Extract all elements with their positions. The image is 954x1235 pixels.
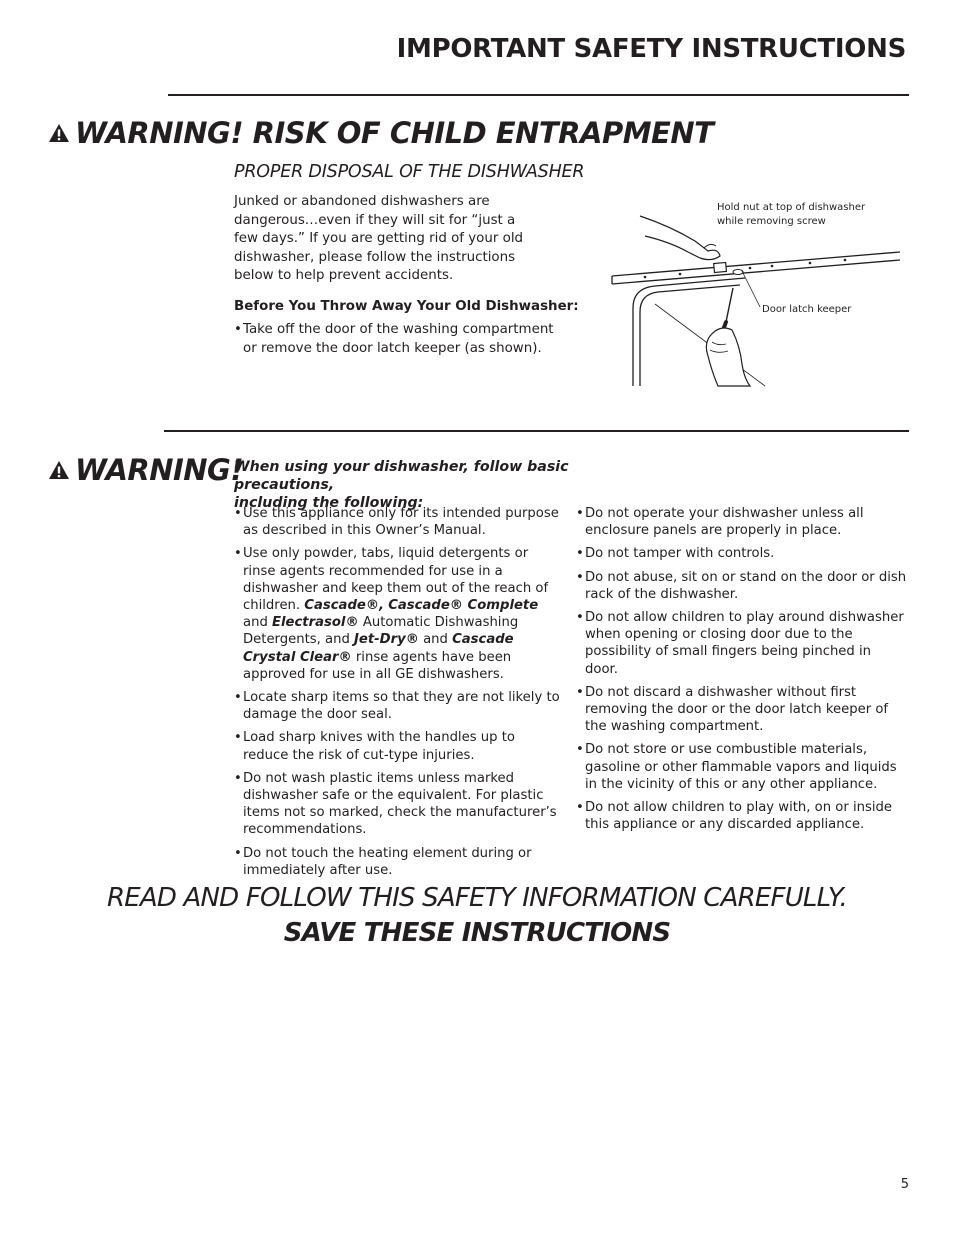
precaution-item: • Do not abuse, sit on or stand on the door or dish rack of the dishwasher. [576, 569, 908, 603]
precautions-right-column [576, 505, 908, 839]
illustration-caption-top [717, 201, 865, 229]
section-divider [164, 430, 909, 432]
text-run: rinse agents have been approved for use in all GE dishwashers. [243, 649, 512, 682]
precaution-item-detergents [234, 545, 560, 683]
disposal-bullet [234, 321, 564, 358]
precaution-item: • Do not wash plastic items unless marked dishwasher safe or the equivalent. For plastic items not so marked, check the manufacturer’s recommendations. [234, 770, 560, 839]
disposal-paragraph [234, 193, 534, 286]
caption-line: while removing screw [717, 216, 826, 227]
before-throw-away-heading: Before You Throw Away Your Old Dishwasher: [234, 299, 579, 314]
illustration-caption-keeper: Door latch keeper [762, 304, 852, 315]
read-follow-notice: READ AND FOLLOW THIS SAFETY INFORMATION CAREFULLY. [106, 883, 848, 913]
precaution-item: • Do not tamper with controls. [576, 545, 908, 562]
intro-line: including the following: [234, 495, 424, 511]
text-run: and [418, 632, 453, 648]
text-run: Use only powder, tabs, liquid detergents or rinse agents recommended for use in a dishwasher and keep them out of the reach of children. [243, 546, 549, 614]
precaution-item: • Do not touch the heating element during or immediately after use. [234, 845, 560, 879]
entrapment-warning-heading [48, 116, 713, 150]
header-divider [168, 94, 909, 96]
warning-triangle-icon [48, 123, 70, 143]
general-warning-title: WARNING! [75, 453, 244, 487]
paragraph-line: dangerous…even if they will sit for “just a [234, 212, 516, 228]
intro-line: When using your dishwasher, follow basic precautions, [234, 459, 569, 493]
general-warning-heading [48, 453, 243, 487]
precaution-item: • Do not store or use combustible materials, gasoline or other flammable vapors and liquids in the vicinity of this or any other appliance. [576, 741, 908, 793]
precaution-item: • Do not discard a dishwasher without first removing the door or the door latch keeper of the washing compartment. [576, 684, 908, 736]
paragraph-line: Junked or abandoned dishwashers are [234, 194, 490, 209]
paragraph-line: dishwasher, please follow the instructions [234, 249, 516, 265]
brand-cascade: Cascade®, [304, 598, 385, 614]
precaution-item: • Use this appliance only for its intended purpose as described in this Owner’s Manual. [234, 505, 560, 539]
brand-cascade-crystal-clear: Cascade Crystal Clear® [243, 632, 514, 665]
brand-cascade-complete: Cascade® Complete [388, 598, 539, 614]
bullet-dot: • [234, 322, 242, 337]
save-instructions-notice: SAVE THESE INSTRUCTIONS [283, 918, 671, 948]
precaution-item: • Locate sharp items so that they are not likely to damage the door seal. [234, 689, 560, 723]
entrapment-warning-title: WARNING! RISK OF CHILD ENTRAPMENT [75, 116, 714, 150]
page-number: 5 [900, 1177, 909, 1192]
disposal-subheading: PROPER DISPOSAL OF THE DISHWASHER [234, 162, 585, 182]
caption-line: Hold nut at top of dishwasher [717, 202, 866, 213]
paragraph-line: few days.” If you are getting rid of your old [234, 231, 524, 247]
brand-electrasol: Electrasol® [272, 615, 359, 631]
precaution-item: • Do not allow children to play with, on or inside this appliance or any discarded appliance. [576, 799, 908, 833]
page-header-title: IMPORTANT SAFETY INSTRUCTIONS [396, 34, 906, 64]
brand-jet-dry: Jet-Dry® [354, 632, 419, 648]
precautions-left-column [234, 505, 560, 885]
text-run: Automatic Dishwashing Detergents, and [243, 615, 519, 648]
bullet-line: Take off the door of the washing compartment [243, 322, 554, 337]
warning-triangle-icon [48, 460, 70, 480]
paragraph-line: below to help prevent accidents. [234, 268, 454, 284]
precaution-item: • Load sharp knives with the handles up to reduce the risk of cut-type injuries. [234, 729, 560, 763]
precaution-item: • Do not allow children to play around dishwasher when opening or closing door due to the possibility of small fingers being pinched in door. [576, 609, 908, 678]
precaution-item: • Do not operate your dishwasher unless all enclosure panels are properly in place. [576, 505, 908, 539]
precautions-intro [234, 458, 654, 512]
text-run: and [243, 615, 273, 631]
bullet-line: or remove the door latch keeper (as shown). [243, 340, 542, 356]
